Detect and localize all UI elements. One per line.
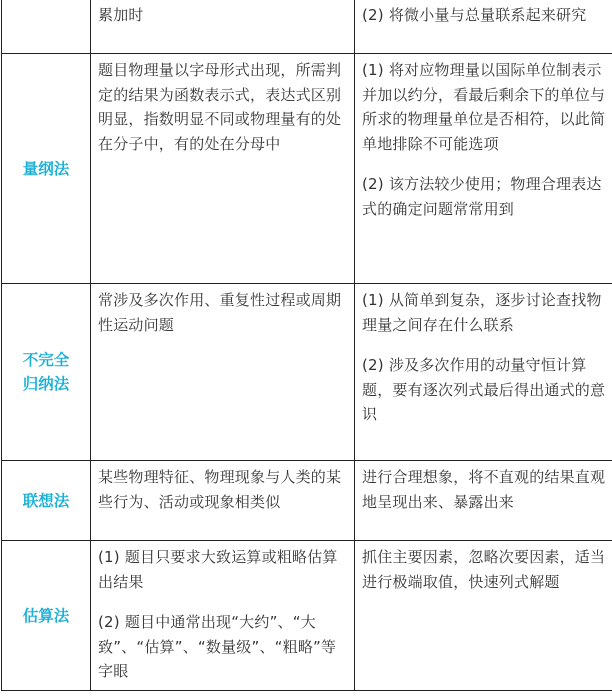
methods-table	[1, 0, 612, 691]
tips-cell	[355, 284, 612, 461]
method-name-text: 不完全归纳法	[22, 351, 70, 393]
condition-text: 常涉及多次作用、重复性过程或周期性运动问题	[98, 291, 342, 334]
method-name: 联想法	[2, 461, 91, 541]
tips-cell	[355, 54, 612, 284]
table-row	[2, 54, 612, 284]
condition-cell	[91, 461, 355, 541]
method-name: 估算法	[2, 541, 91, 691]
condition-cell	[91, 284, 355, 461]
table-row	[2, 0, 612, 54]
tips-cell	[355, 0, 612, 54]
tip-text: 进行合理想象，将不直观的结果直观地呈现出来、暴露出来	[362, 468, 606, 511]
tip-text: (2) 将微小量与总量联系起来研究	[362, 6, 587, 24]
condition-text: (1) 题目只要求大致运算或粗略估算出结果	[98, 548, 338, 591]
method-name: 量纲法	[2, 54, 91, 284]
condition-text: 累加时	[98, 6, 144, 24]
condition-cell	[91, 541, 355, 691]
condition-text: 题目物理量以字母形式出现，所需判定的结果为函数表示式，表达式区别明显，指数明显不同或物理量有的处在分子中，有的处在分母中	[98, 61, 342, 153]
method-name	[2, 284, 91, 461]
condition-cell	[91, 0, 355, 54]
tip-text: (1) 将对应物理量以国际单位制表示并加以约分，看最后剩余下的单位与所求的物理量单位是否相符，以此简单地排除不可能选项	[362, 61, 606, 153]
tip-text: 抓住主要因素，忽略次要因素，适当进行极端取值，快速列式解题	[362, 548, 606, 591]
tip-text: (2) 该方法较少使用；物理合理表达式的确定问题常常用到	[362, 175, 602, 218]
table-row	[2, 284, 612, 461]
method-name	[2, 0, 91, 54]
tips-cell	[355, 461, 612, 541]
table-row	[2, 541, 612, 691]
condition-cell	[91, 54, 355, 284]
tip-text: (1) 从简单到复杂，逐步讨论查找物理量之间存在什么联系	[362, 291, 602, 334]
tip-text: (2) 涉及多次作用的动量守恒计算题，要有逐次列式最后得出通式的意识	[362, 356, 606, 423]
condition-text: 某些物理特征、物理现象与人类的某些行为、活动或现象相类似	[98, 468, 342, 511]
condition-text: (2) 题目中通常出现“大约”、“大致”、“估算”、“数量级”、“粗略”等字眼	[98, 613, 337, 680]
table-row	[2, 461, 612, 541]
tips-cell	[355, 541, 612, 691]
